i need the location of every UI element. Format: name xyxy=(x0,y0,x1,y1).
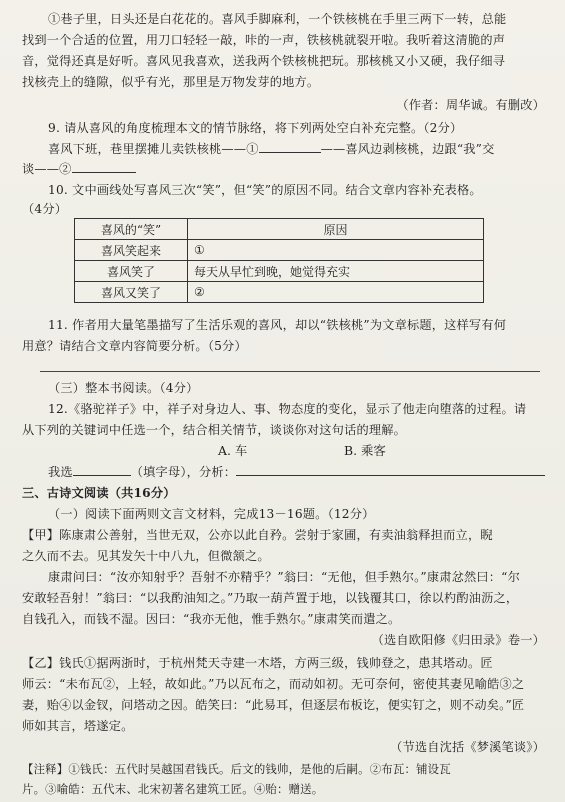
answer-cell-1[interactable]: ① xyxy=(188,240,484,261)
table-row xyxy=(75,282,484,303)
passage-line: 找核壳上的缝隙，似乎有光，那里是万物发芽的地方。 xyxy=(22,75,320,89)
question-12: 12.《骆驼祥子》中，祥子对身边人、事、物态度的变化，显示了他走向堕落的过程。请 xyxy=(48,402,527,416)
answer-cell-2[interactable]: ② xyxy=(188,282,484,303)
text-a-line: 康肃问曰：“汝亦知射乎？吾射不亦精乎？”翁曰：“无他，但手熟尔。”康肃忿然曰：“尔 xyxy=(48,570,521,584)
text-a-line: 自钱孔入，而钱不湿。因曰：“我亦无他，惟手熟尔。”康肃笑而遣之。 xyxy=(22,612,401,626)
q9-text-a: 喜风下班，巷里摆摊儿卖铁核桃——① xyxy=(48,142,259,156)
table-header: 喜风的“笑” xyxy=(75,219,188,240)
q9-blank-2[interactable] xyxy=(72,160,136,173)
passage-line: ①巷子里，日头还是白花花的。喜风手脚麻利，一个铁核桃在手里三两下一转，总能 xyxy=(48,12,507,26)
passage-line: 音，觉得还真是好听。喜风见我喜欢，送我两个铁核桃把玩。那核桃又小又硬，我仔细寻 xyxy=(22,54,506,68)
text-b-line: 妻，贻④以金钗，问塔动之因。皓笑曰：“此易耳，但逐层布板讫，便实钉之，则不动矣。”匠 xyxy=(22,698,525,712)
question-11: 11. 作者用大量笔墨描写了生活乐观的喜风，却以“铁核桃”为文章标题，这样写有何 xyxy=(48,318,507,332)
table-header: 原因 xyxy=(188,219,484,240)
text-a-line: 安敢轻吾射！”翁曰：“以我酌油知之。”乃取一葫芦置于地，以钱覆其口，徐以杓酌油沥之， xyxy=(22,591,519,605)
option-b[interactable]: B. 乘客 xyxy=(344,443,386,458)
q9-text-c: 谈——② xyxy=(22,162,72,176)
passage-source: （作者：周华诚。有删改） xyxy=(396,98,545,112)
choose-label: 我选 xyxy=(48,465,73,479)
text-b-line: 师如其言，塔遂定。 xyxy=(22,719,134,733)
part-subtitle: （一）阅读下面两则文言文材料，完成13－16题。（12分） xyxy=(48,507,375,521)
question-10-score: （4分） xyxy=(22,202,68,216)
answer-line[interactable] xyxy=(40,371,540,372)
question-10: 10. 文中画线处写喜风三次“笑”，但“笑”的原因不同。结合文章内容补充表格。 xyxy=(48,183,482,197)
question-9: 9. 请从喜风的角度梳理本文的情节脉络，将下列两处空白补充完整。（2分） xyxy=(48,121,463,135)
table-header-row xyxy=(75,219,484,240)
part-title: 三、古诗文阅读（共16分） xyxy=(22,486,176,500)
choice-line xyxy=(48,463,545,481)
table-cell: 喜风又笑了 xyxy=(75,282,188,303)
reason-table xyxy=(74,218,484,303)
table-cell: 喜风笑了 xyxy=(75,261,188,282)
text-b-line: 师云：“未布瓦②，上轻，故如此。”乃以瓦布之，而动如初。无可奈何，密使其妻见喻皓③之 xyxy=(22,677,525,691)
text-b-source: （节选自沈括《梦溪笔谈》） xyxy=(390,740,545,754)
passage-line: 找到一个合适的位置，用刀口轻轻一敲，咔的一声，铁核桃就裂开啦。我听着这清脆的声 xyxy=(22,33,506,47)
table-cell: 喜风笑起来 xyxy=(75,240,188,261)
text-a-line: 【甲】陈康肃公善射，当世无双，公亦以此自矜。尝射于家圃，有卖油翁释担而立，睨 xyxy=(22,528,493,542)
option-a[interactable]: A. 车 xyxy=(218,443,248,458)
table-row xyxy=(75,261,484,282)
table-row xyxy=(75,240,484,261)
notes-line: 【注释】①钱氏：五代时吴越国君钱氏。后文的钱帅，是他的后嗣。②布瓦：铺设瓦 xyxy=(22,762,451,776)
section-title: （三）整本书阅读。（4分） xyxy=(48,381,199,395)
analysis-blank[interactable] xyxy=(236,463,545,476)
notes-line: 片。③喻皓：五代末、北宋初著名建筑工匠。④贻：赠送。 xyxy=(22,782,324,796)
question-12-line: 从下列的关键词中任选一个，结合相关情节，谈谈你对这句话的理解。 xyxy=(22,423,407,437)
fill-label: （填字母），分析： xyxy=(130,465,237,479)
q9-blank-1[interactable] xyxy=(259,140,321,153)
q9-text-b: ——喜风边剥核桃，边跟“我”交 xyxy=(320,142,495,156)
question-9-line xyxy=(48,140,545,158)
question-9-line xyxy=(22,160,545,178)
question-11-line: 用意？请结合文章内容简要分析。（5分） xyxy=(22,339,247,353)
table-cell: 每天从早忙到晚，她觉得充实 xyxy=(188,261,484,282)
text-a-line: 之久而不去。见其发矢十中八九，但微颔之。 xyxy=(22,549,270,563)
text-a-source: （选自欧阳修《归田录》卷一） xyxy=(371,633,545,647)
choice-blank[interactable] xyxy=(73,463,131,476)
text-b-line: 【乙】钱氏①据两浙时，于杭州梵天寺建一木塔，方两三级，钱帅登之，患其塔动。匠 xyxy=(22,656,493,670)
